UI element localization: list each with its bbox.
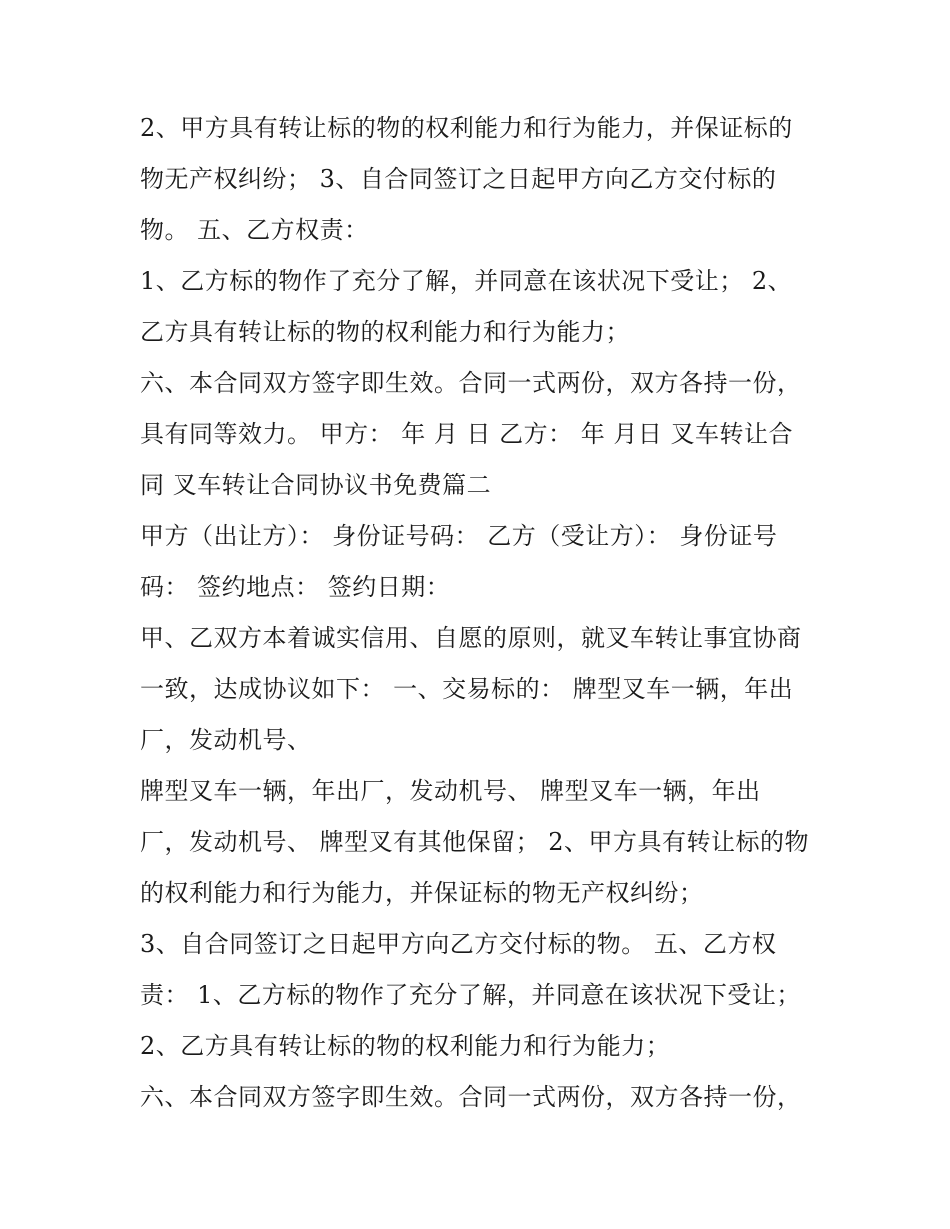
- text-line-16: 的权利能力和行为能力，并保证标的物无产权纠纷；: [140, 879, 704, 907]
- text-line-20: 六、本合同双方签字即生效。合同一式两份，双方各持一份，: [140, 1083, 802, 1111]
- text-line-15: 厂，发动机号、 牌型叉有其他保留； 2、甲方具有转让标的物: [140, 828, 810, 856]
- text-line-1: 2、甲方具有转让标的物的权利能力和行为能力，并保证标的: [140, 114, 793, 142]
- text-line-14: 牌型叉车一辆，年出厂，发动机号、 牌型叉车一辆，年出: [140, 777, 761, 805]
- text-line-2: 物无产权纠纷； 3、自合同签订之日起甲方向乙方交付标的: [140, 165, 777, 193]
- document-body: [140, 103, 830, 1123]
- text-line-18: 责： 1、乙方标的物作了充分了解，并同意在该状况下受让；: [140, 981, 801, 1009]
- text-line-9: 甲方（出让方）： 身份证号码： 乙方（受让方）： 身份证号: [140, 522, 778, 550]
- text-line-13: 厂，发动机号、: [140, 726, 312, 754]
- text-line-19: 2、乙方具有转让标的物的权利能力和行为能力；: [140, 1032, 671, 1060]
- text-line-6: 六、本合同双方签字即生效。合同一式两份，双方各持一份，: [140, 369, 802, 397]
- text-line-17: 3、自合同签订之日起甲方向乙方交付标的物。 五、乙方权: [140, 930, 777, 958]
- text-line-10: 码： 签约地点： 签约日期：: [140, 573, 451, 601]
- text-line-3: 物。 五、乙方权责：: [140, 216, 369, 244]
- text-line-7: 具有同等效力。 甲方： 年 月 日 乙方： 年 月日 叉车转让合: [140, 420, 794, 448]
- text-line-5: 乙方具有转让标的物的权利能力和行为能力；: [140, 318, 630, 346]
- text-line-8: 同 叉车转让合同协议书免费篇二: [140, 471, 492, 499]
- text-line-4: 1、乙方标的物作了充分了解，并同意在该状况下受让； 2、: [140, 267, 793, 295]
- text-line-11: 甲、乙双方本着诚实信用、自愿的原则，就叉车转让事宜协商: [140, 624, 802, 652]
- text-line-12: 一致，达成协议如下： 一、交易标的： 牌型叉车一辆，年出: [140, 675, 794, 703]
